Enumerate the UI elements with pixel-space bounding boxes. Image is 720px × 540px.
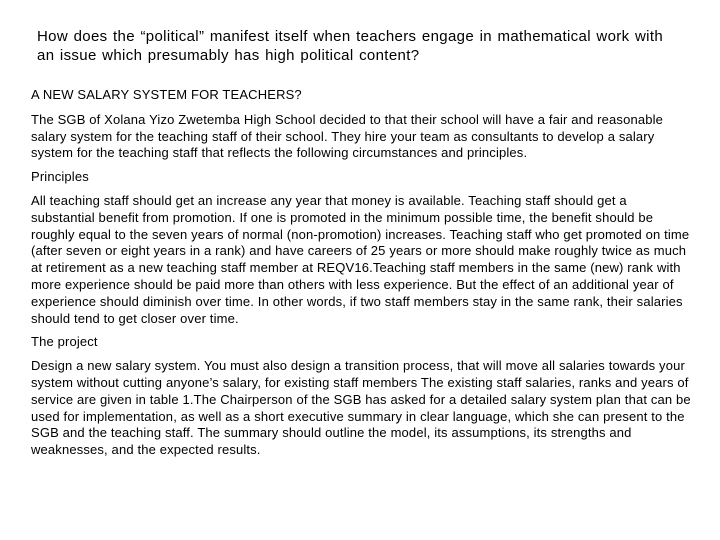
principles-heading: Principles — [31, 169, 89, 185]
principles-paragraph: All teaching staff should get an increase any year that money is available. Teaching staff should get a substantial benefit from promotion. If one is promoted in the minimum possible time, the benefit should be roughly equal to the seven years of normal (non-promotion) increases. Teaching staff who get promoted on time (after seven or eight years in a rank) and have careers of 25 years or more should make roughly twice as much at retirement as a new teaching staff member at REQV16.Teaching staff members in the same (new) rank with more experience should be paid more than others with less experience. But the effect of an additional year of experience should diminish over time. In other words, if two staff members stay in the same rank, their salaries should tend to get closer over time. — [31, 192, 690, 326]
intro-paragraph: The SGB of Xolana Yizo Zwetemba High School decided to that their school will have a fair and reasonable salary system for the teaching staff of their school. They hire your team as consultants to develop a salary system for the teaching staff that reflects the following circumstances and principles. — [31, 111, 664, 161]
project-paragraph: Design a new salary system. You must also design a transition process, that will move all salaries towards your system without cutting anyone’s salary, for existing staff members The existing staff salaries, ranks and years of service are given in table 1.The Chairperson of the SGB has asked for a detailed salary system plan that can be used for implementation, as well as a short executive summary in clear language, which she can present to the SGB and the teaching staff. The summary should outline the model, its assumptions, its strengths and weaknesses, and the expected results. — [31, 358, 691, 458]
question-heading: How does the “political” manifest itself when teachers engage in mathematical work with an issue which presumably has high political content? — [37, 28, 664, 64]
document-title: A NEW SALARY SYSTEM FOR TEACHERS? — [31, 87, 302, 102]
project-heading: The project — [31, 334, 98, 350]
document-body — [31, 87, 693, 466]
